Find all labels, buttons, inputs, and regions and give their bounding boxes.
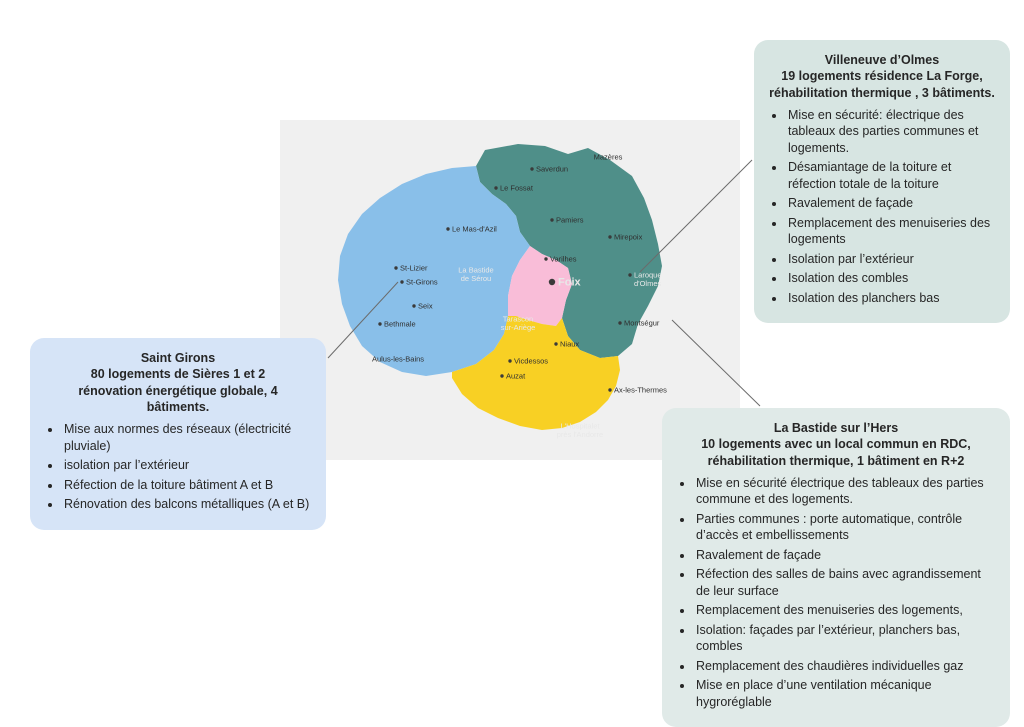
map-city-label: Vicdessos — [514, 356, 549, 366]
map-city-dot — [412, 304, 415, 307]
list-item: • Ravalement de façade — [786, 195, 996, 212]
map-city-lhospitalet-pres-landorre — [557, 422, 603, 440]
list-item: • Parties communes : porte automatique, contrôle d’accès et embellissements — [694, 511, 996, 544]
list-item: • Isolation des planchers bas — [786, 290, 996, 307]
map-city-label: Pamiers — [556, 215, 584, 225]
map-city-mazeres — [594, 153, 623, 162]
map-city-label: Mazères — [593, 152, 623, 162]
map-city-montsegur — [618, 319, 660, 328]
list-item: • Rénovation des balcons métalliques (A et B) — [62, 496, 312, 513]
map-city-dot — [446, 227, 449, 230]
list-item: • Réfection des salles de bains avec agrandissement de leur surface — [694, 566, 996, 599]
map-city-dot — [550, 218, 553, 221]
map-city-label: St-Girons — [406, 277, 438, 287]
map-city-label: Niaux — [560, 339, 580, 349]
callout-la-bastide-title-line-3: réhabilitation thermique, 1 bâtiment en R+2 — [707, 453, 965, 468]
map-city-dot — [628, 273, 631, 276]
map-city-label: Bethmale — [384, 319, 416, 329]
map-city-aulus-les-bains — [372, 355, 424, 364]
map-city-lavelanet-laroque-dolmes — [628, 271, 661, 289]
list-item: • Isolation des combles — [786, 270, 996, 287]
map-city-vicdessos — [508, 357, 548, 366]
list-item: • Remplacement des menuiseries des logements — [786, 215, 996, 248]
map-city-st-girons — [400, 278, 438, 287]
list-item: • Désamiantage de la toiture et réfection totale de la toiture — [786, 159, 996, 192]
map-city-label: L'Hospitalet près l'Andorre — [556, 421, 604, 439]
callout-saint-girons-list — [44, 421, 312, 513]
map-city-dot — [554, 342, 557, 345]
map-city-label: Laroque d'Olmes — [634, 270, 662, 288]
map-city-label: St-Lizier — [400, 263, 428, 273]
map-city-tarascon-sur-ariege — [501, 315, 536, 333]
callout-villeneuve-title — [768, 52, 996, 101]
list-item: • Mise en place d’une ventilation mécanique hygroréglable — [694, 677, 996, 710]
map-city-dot — [544, 257, 547, 260]
map-city-label: Le Mas-d'Azil — [452, 224, 497, 234]
callout-villeneuve-list — [768, 107, 996, 307]
list-item: • Mise en sécurité électrique des tableaux des parties commune et des logements. — [694, 475, 996, 508]
map-city-label: Varilhes — [550, 254, 577, 264]
map-city-dot — [530, 167, 533, 170]
callout-la-bastide-title-line-2: 10 logements avec un local commun en RDC, — [701, 437, 971, 452]
map-city-ax-les-thermes — [608, 386, 667, 395]
map-city-dot — [508, 359, 511, 362]
map-city-st-lizier — [394, 264, 428, 273]
map-city-varilhes — [544, 255, 576, 264]
callout-villeneuve-title-line-1: Villeneuve d’Olmes — [824, 53, 940, 67]
map-city-mirepoix — [608, 233, 642, 242]
map-city-le-fossat — [494, 184, 534, 193]
map-city-label: Aulus-les-Bains — [371, 354, 425, 364]
list-item: • isolation par l’extérieur — [62, 457, 312, 474]
callout-villeneuve-title-line-3: réhabilitation thermique , 3 bâtiments. — [769, 85, 995, 100]
map-city-label: Le Fossat — [500, 183, 533, 193]
map-city-dot — [500, 374, 503, 377]
callout-villeneuve-title-line-2: 19 logements résidence La Forge, — [781, 69, 983, 84]
list-item: • Mise en sécurité: électrique des tableaux des parties communes et logements. — [786, 107, 996, 157]
map-city-le-mas-dazil — [446, 225, 497, 234]
map-city-saverdun — [530, 165, 568, 174]
map-city-label: Mirepoix — [614, 232, 643, 242]
map-city-bethmale — [378, 320, 415, 329]
map-city-label: La Bastide de Sérou — [458, 265, 494, 283]
map-city-dot — [608, 235, 611, 238]
callout-la-bastide-title-line-1: La Bastide sur l’Hers — [773, 421, 899, 435]
callout-saint-girons-title-line-2: 80 logements de Sières 1 et 2 — [90, 367, 266, 382]
map-city-label: Montségur — [624, 318, 660, 328]
list-item: • Isolation: façades par l’extérieur, planchers bas, combles — [694, 622, 996, 655]
callout-la-bastide-title — [676, 420, 996, 469]
map-city-label: Foix — [558, 276, 581, 289]
map-city-label: Seix — [418, 301, 433, 311]
map-city-pamiers — [550, 216, 583, 225]
list-item: • Mise aux normes des réseaux (électricité pluviale) — [62, 421, 312, 454]
list-item: • Remplacement des menuiseries des logements, — [694, 602, 996, 619]
callout-saint-girons — [30, 338, 326, 530]
map-city-dot — [494, 186, 497, 189]
map-city-label: Tarascon sur-Ariège — [500, 314, 536, 332]
map-city-label: Saverdun — [536, 164, 569, 174]
map-city-la-bastide-de-serou — [458, 266, 493, 284]
list-item: • Ravalement de façade — [694, 547, 996, 564]
map-city-label: Auzat — [506, 371, 526, 381]
list-item: • Réfection de la toiture bâtiment A et B — [62, 477, 312, 494]
map-city-dot — [618, 321, 621, 324]
callout-saint-girons-title-line-3: rénovation énergétique globale, 4 — [78, 383, 278, 398]
callout-la-bastide-list — [676, 475, 996, 711]
callout-saint-girons-title-line-4: bâtiments. — [146, 399, 210, 414]
map-city-dot — [608, 388, 611, 391]
map-city-dot — [400, 280, 403, 283]
callout-saint-girons-title — [44, 350, 312, 415]
callout-la-bastide-sur-lhers — [662, 408, 1010, 727]
callout-villeneuve-dolmes — [754, 40, 1010, 323]
map-city-label: Ax-les-Thermes — [614, 385, 667, 395]
list-item: • Remplacement des chaudières individuelles gaz — [694, 658, 996, 675]
callout-saint-girons-title-line-1: Saint Girons — [140, 351, 216, 365]
map-city-dot — [549, 279, 555, 285]
map-city-dot — [378, 322, 381, 325]
map-city-dot — [394, 266, 397, 269]
list-item: • Isolation par l’extérieur — [786, 251, 996, 268]
